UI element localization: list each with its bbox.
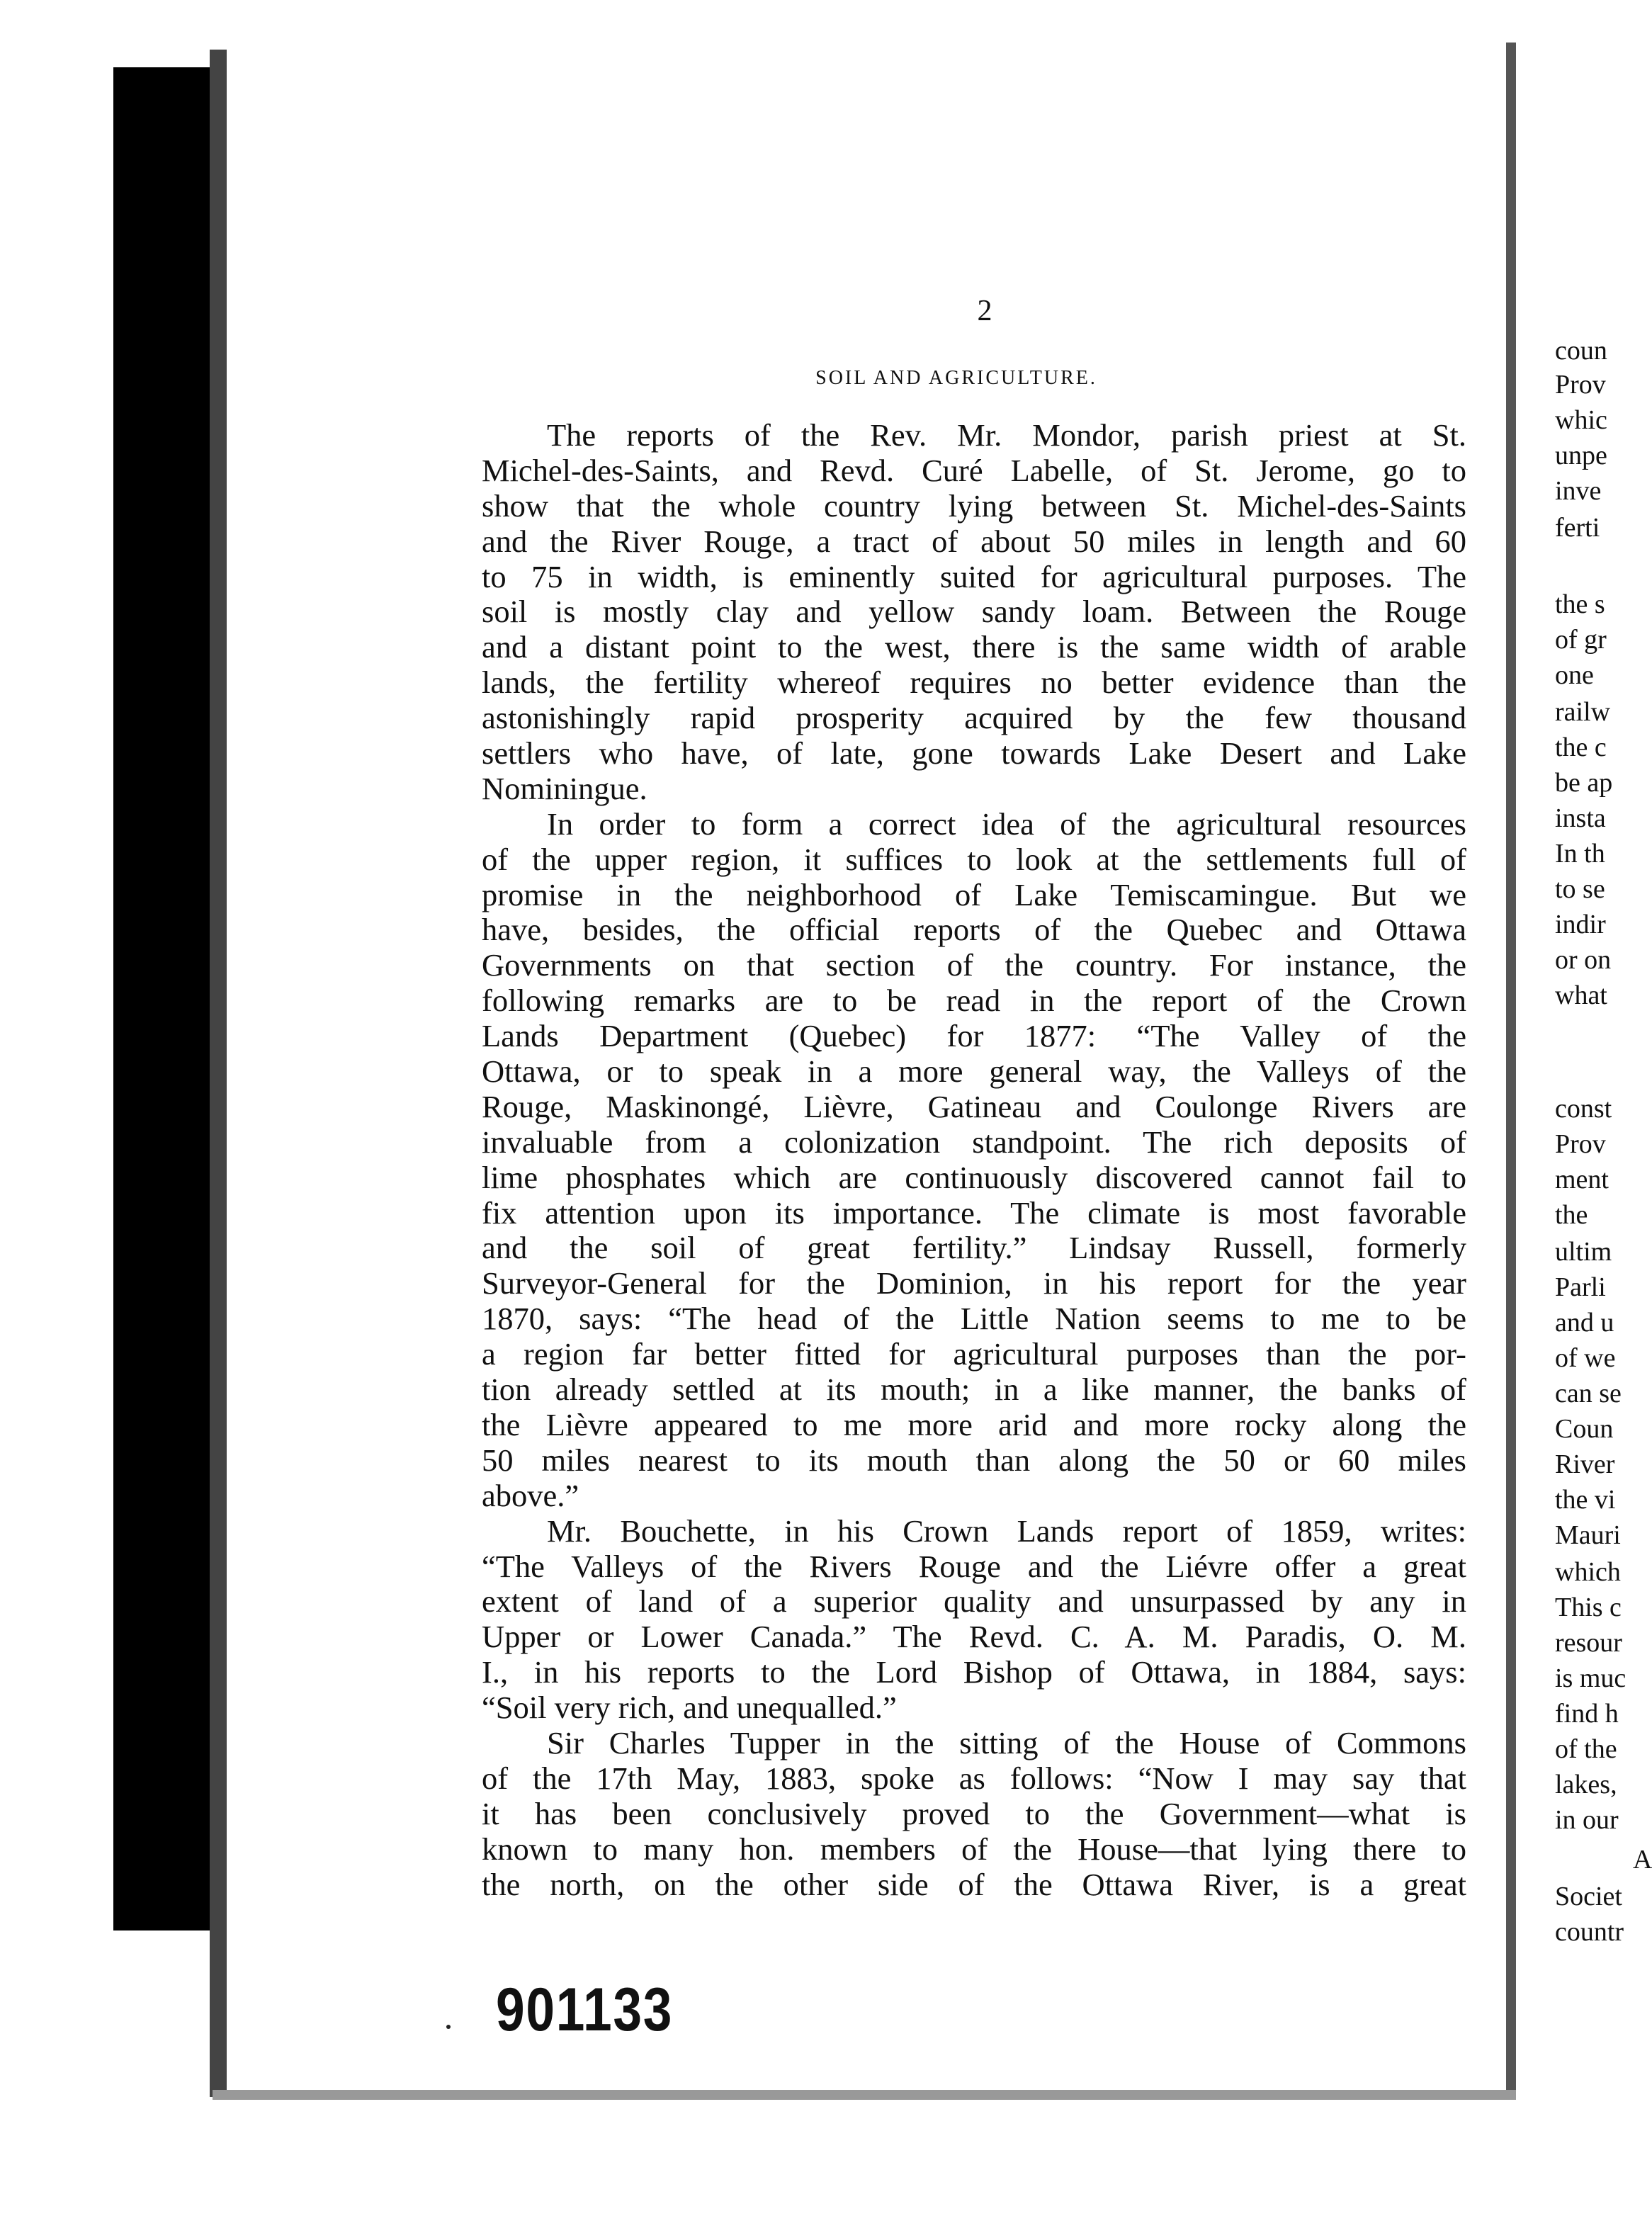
facing-page-line: the vi xyxy=(1555,1485,1616,1515)
text-line: In order to form a correct idea of the agricultural resources xyxy=(547,805,1466,842)
text-line: “Soil very rich, and unequalled.” xyxy=(482,1690,897,1726)
text-line: the Lièvre appeared to me more arid and more rocky along the xyxy=(482,1406,1466,1442)
text-line: soil is mostly clay and yellow sandy loam. Between the Rouge xyxy=(482,594,1466,630)
facing-page-line: ferti xyxy=(1555,513,1600,543)
fiche-number: 901133 xyxy=(496,1976,674,2044)
facing-page-line: ultim xyxy=(1555,1237,1612,1267)
facing-page-line: A xyxy=(1633,1845,1652,1875)
facing-page-line: insta xyxy=(1555,803,1606,833)
text-line: and a distant point to the west, there is the same width of arable xyxy=(482,629,1466,665)
facing-page-line: is muc xyxy=(1555,1663,1626,1693)
facing-page-line: to se xyxy=(1555,874,1605,904)
facing-page-line: or on xyxy=(1555,945,1612,975)
text-line: 50 miles nearest to its mouth than along the 50 or 60 miles xyxy=(482,1442,1466,1478)
facing-page-line: of the xyxy=(1555,1734,1617,1764)
text-line: of the upper region, it suffices to look at the settlements full of xyxy=(482,841,1466,877)
text-line: following remarks are to be read in the report of the Crown xyxy=(482,983,1466,1019)
facing-page-line: coun xyxy=(1555,336,1607,366)
page-left-edge xyxy=(210,50,227,2097)
text-line: lands, the fertility whereof requires no better evidence than the xyxy=(482,665,1466,701)
text-line: Michel-des-Saints, and Revd. Curé Labelle, of St. Jerome, go to xyxy=(482,452,1466,488)
text-line: Upper or Lower Canada.” The Revd. C. A. M. Paradis, O. M. xyxy=(482,1619,1466,1655)
text-line: Mr. Bouchette, in his Crown Lands report of 1859, writes: xyxy=(547,1513,1466,1549)
facing-page-line: const xyxy=(1555,1094,1612,1124)
text-line: it has been conclusively proved to the Government—what is xyxy=(482,1795,1466,1831)
facing-page-line: In th xyxy=(1555,839,1605,869)
facing-page-line: Societ xyxy=(1555,1882,1622,1911)
facing-page-line: the xyxy=(1555,1200,1588,1230)
text-line: Sir Charles Tupper in the sitting of the House of Commons xyxy=(547,1724,1466,1760)
text-line: Ottawa, or to speak in a more general way, the Valleys of the xyxy=(482,1053,1466,1090)
page-bottom-edge xyxy=(213,2090,1516,2100)
text-line: and the soil of great fertility.” Lindsay Russell, formerly xyxy=(482,1230,1466,1266)
text-line: Rouge, Maskinongé, Lièvre, Gatineau and Coulonge Rivers are xyxy=(482,1088,1466,1124)
facing-page-line: lakes, xyxy=(1555,1770,1617,1799)
text-line: show that the whole country lying between St. Michel-des-Saints xyxy=(482,487,1466,524)
text-line: fix attention upon its importance. The climate is most favorable xyxy=(482,1194,1466,1231)
facing-page-line: Parli xyxy=(1555,1272,1606,1302)
text-line: promise in the neighborhood of Lake Temiscamingue. But we xyxy=(482,876,1466,912)
text-line: Lands Department (Quebec) for 1877: “The Valley of the xyxy=(482,1018,1466,1054)
facing-page-line: in our xyxy=(1555,1805,1619,1835)
text-line: I., in his reports to the Lord Bishop of Ottawa, in 1884, says: xyxy=(482,1654,1466,1690)
facing-page-line: the c xyxy=(1555,733,1607,762)
text-line: invaluable from a colonization standpoint. The rich deposits of xyxy=(482,1124,1466,1160)
speck xyxy=(446,2025,451,2029)
facing-page-line: Prov xyxy=(1555,370,1606,400)
facing-page-line: of gr xyxy=(1555,625,1607,655)
facing-page-line: and u xyxy=(1555,1308,1614,1338)
facing-page-line: of we xyxy=(1555,1343,1616,1373)
facing-page-line: be ap xyxy=(1555,768,1613,798)
text-line: Governments on that section of the country. For instance, the xyxy=(482,947,1466,983)
facing-page-line: ment xyxy=(1555,1165,1609,1194)
text-line: tion already settled at its mouth; in a like manner, the banks of xyxy=(482,1372,1466,1408)
facing-page-line: countr xyxy=(1555,1917,1624,1947)
text-line: a region far better fitted for agricultural purposes than the por- xyxy=(482,1336,1466,1372)
facing-page-line: Mauri xyxy=(1555,1520,1621,1550)
facing-page-line: inve xyxy=(1555,476,1602,506)
text-line: The reports of the Rev. Mr. Mondor, parish priest at St. xyxy=(547,417,1466,453)
facing-page-line: can se xyxy=(1555,1379,1622,1408)
page-number: 2 xyxy=(977,295,992,327)
facing-page-line: what xyxy=(1555,980,1607,1010)
text-line: lime phosphates which are continuously discovered cannot fail to xyxy=(482,1159,1466,1195)
facing-page-line: resour xyxy=(1555,1628,1622,1658)
text-line: above.” xyxy=(482,1477,579,1513)
body-text xyxy=(482,418,1466,1902)
text-line: Nominingue. xyxy=(482,770,647,806)
text-line: settlers who have, of late, gone towards Lake Desert and Lake xyxy=(482,735,1466,771)
text-line: have, besides, the official reports of the Quebec and Ottawa xyxy=(482,912,1466,948)
text-line: extent of land of a superior quality and unsurpassed by any in xyxy=(482,1583,1466,1619)
facing-page-line: Prov xyxy=(1555,1129,1606,1159)
text-line: and the River Rouge, a tract of about 50 miles in length and 60 xyxy=(482,523,1466,559)
facing-page-line: find h xyxy=(1555,1699,1619,1729)
facing-page-line: Coun xyxy=(1555,1414,1614,1444)
text-line: astonishingly rapid prosperity acquired by the few thousand xyxy=(482,700,1466,736)
facing-page-line: whic xyxy=(1555,405,1607,435)
text-line: 1870, says: “The head of the Little Nation seems to me to be xyxy=(482,1301,1466,1337)
facing-page-line: which xyxy=(1555,1557,1621,1587)
text-line: of the 17th May, 1883, spoke as follows: “Now I may say that xyxy=(482,1760,1466,1796)
binding-edge xyxy=(113,67,213,1930)
text-line: “The Valleys of the Rivers Rouge and the Liévre offer a great xyxy=(482,1548,1466,1584)
facing-page-line: indir xyxy=(1555,910,1606,939)
section-heading: SOIL AND AGRICULTURE. xyxy=(815,367,1097,389)
facing-page-line: the s xyxy=(1555,589,1605,619)
facing-page-line: railw xyxy=(1555,697,1611,727)
text-line: the north, on the other side of the Ottawa River, is a great xyxy=(482,1866,1466,1902)
text-line: to 75 in width, is eminently suited for agricultural purposes. The xyxy=(482,558,1466,594)
facing-page-line: River xyxy=(1555,1449,1615,1479)
text-line: Surveyor-General for the Dominion, in his report for the year xyxy=(482,1265,1466,1301)
page-gutter xyxy=(1506,43,1516,2097)
facing-page-line: This c xyxy=(1555,1593,1622,1622)
facing-page-line: unpe xyxy=(1555,441,1607,470)
text-line: known to many hon. members of the House—that lying there to xyxy=(482,1831,1466,1867)
facing-page-line: one xyxy=(1555,660,1594,690)
facing-page xyxy=(1516,43,1652,2097)
